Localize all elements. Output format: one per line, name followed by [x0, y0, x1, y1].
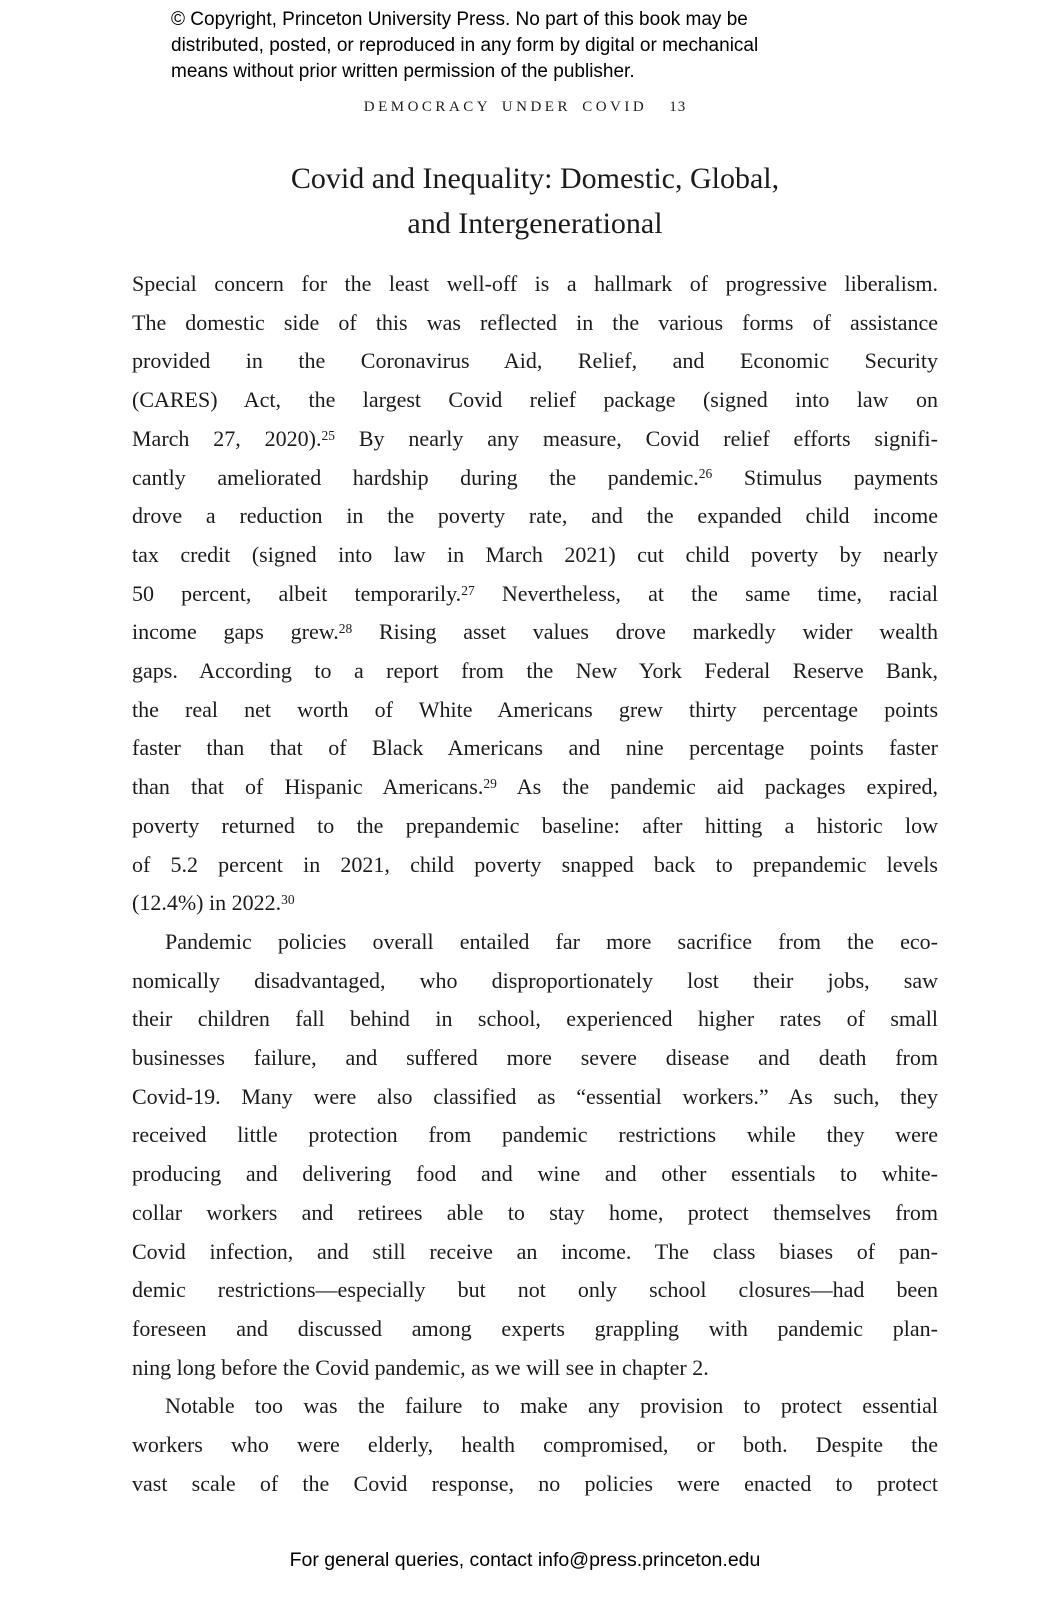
text-line	[132, 1155, 938, 1194]
text-segment: 50 percent, albeit temporarily.	[132, 580, 462, 606]
copyright-line: © Copyright, Princeton University Press. No part of this book may be	[171, 9, 748, 30]
text-segment: workers who were elderly, health compromised, or both. Despite the	[132, 1432, 938, 1458]
text-segment: Notable too was the failure to make any provision to protect essential	[165, 1393, 938, 1419]
text-segment: businesses failure, and suffered more severe disease and death from	[132, 1045, 938, 1071]
text-segment: provided in the Coronavirus Aid, Relief, and Economic Security	[132, 348, 938, 374]
text-line	[132, 1349, 938, 1388]
text-segment: ning long before the Covid pandemic, as we will see in chapter 2.	[132, 1354, 709, 1380]
text-line	[132, 613, 938, 652]
text-segment: The domestic side of this was reflected in the various forms of assistance	[132, 309, 938, 335]
text-segment: producing and delivering food and wine and other essentials to white-	[132, 1161, 938, 1187]
text-line	[132, 536, 938, 575]
text-segment: (CARES) Act, the largest Covid relief package (signed into law on	[132, 387, 938, 413]
text-segment: (12.4%) in 2022.	[132, 890, 282, 916]
text-segment: Nevertheless, at the same time, racial	[474, 580, 938, 606]
text-segment: nomically disadvantaged, who disproportionately lost their jobs, saw	[132, 967, 938, 993]
text-segment: received little protection from pandemic restrictions while they were	[132, 1122, 938, 1148]
text-segment: Special concern for the least well-off is a hallmark of progressive liberalism.	[132, 271, 938, 296]
text-line	[132, 420, 938, 459]
text-segment: foreseen and discussed among experts grappling with pandemic plan-	[132, 1315, 938, 1341]
paragraph	[132, 923, 938, 1387]
footer-contact: For general queries, contact info@press.princeton.edu	[289, 1549, 761, 1571]
copyright-line: distributed, posted, or reproduced in any form by digital or mechanical	[171, 35, 759, 56]
copyright-notice	[171, 7, 901, 85]
copyright-line: means without prior written permission of the publisher.	[171, 61, 635, 82]
text-segment: Rising asset values drove markedly wider wealth	[352, 619, 938, 645]
text-segment: Pandemic policies overall entailed far more sacrifice from the eco-	[165, 928, 938, 954]
footnote-ref: 25	[321, 427, 335, 443]
text-line	[132, 768, 938, 807]
text-line	[132, 1310, 938, 1349]
text-line	[132, 884, 938, 923]
text-line	[132, 497, 938, 536]
text-line	[132, 923, 938, 962]
text-segment: March 27, 2020).	[132, 425, 322, 451]
section-heading	[132, 156, 938, 246]
text-segment: tax credit (signed into law in March 2021) cut child poverty by nearly	[132, 541, 938, 567]
footnote-ref: 29	[483, 776, 497, 792]
text-line	[132, 807, 938, 846]
text-segment: of 5.2 percent in 2021, child poverty snapped back to prepandemic levels	[132, 851, 938, 877]
footnote-ref: 30	[281, 892, 295, 908]
text-segment: Covid-19. Many were also classified as “essential workers.” As such, they	[132, 1083, 938, 1109]
text-line	[132, 729, 938, 768]
text-line	[132, 1271, 938, 1310]
text-segment: demic restrictions—especially but not only school closures—had been	[132, 1277, 938, 1303]
text-line	[132, 459, 938, 498]
text-segment: cantly ameliorated hardship during the pandemic.	[132, 464, 699, 490]
text-line	[132, 381, 938, 420]
text-segment: Stimulus payments	[712, 464, 939, 490]
text-line	[132, 1039, 938, 1078]
body-text	[132, 265, 938, 1504]
text-segment: faster than that of Black Americans and nine percentage points faster	[132, 735, 938, 761]
text-line	[132, 1465, 938, 1504]
text-line	[132, 691, 938, 730]
text-segment: gaps. According to a report from the New York Federal Reserve Bank,	[132, 658, 938, 684]
text-line	[132, 265, 938, 304]
text-line	[132, 342, 938, 381]
paragraph	[132, 265, 938, 923]
text-segment: their children fall behind in school, experienced higher rates of small	[132, 1006, 938, 1032]
footnote-ref: 26	[698, 466, 713, 482]
text-line	[132, 1116, 938, 1155]
text-segment: the real net worth of White Americans grew thirty percentage points	[132, 696, 938, 722]
text-line	[132, 304, 938, 343]
text-segment: As the pandemic aid packages expired,	[496, 774, 938, 800]
paragraph	[132, 1387, 938, 1503]
running-head	[0, 99, 1050, 116]
section-heading-line: Covid and Inequality: Domestic, Global,	[290, 162, 780, 195]
text-line	[132, 1000, 938, 1039]
text-line	[132, 846, 938, 885]
text-segment: income gaps grew.	[132, 619, 339, 645]
section-heading-line: and Intergenerational	[407, 207, 663, 240]
text-segment: poverty returned to the prepandemic baseline: after hitting a historic low	[132, 812, 938, 838]
text-line	[132, 1426, 938, 1465]
text-segment: Covid infection, and still receive an income. The class biases of pan-	[132, 1238, 938, 1264]
page-number: 13	[669, 99, 687, 115]
text-line	[132, 1387, 938, 1426]
text-segment: By nearly any measure, Covid relief efforts signifi-	[335, 425, 938, 451]
footnote-ref: 27	[461, 582, 475, 598]
text-line	[132, 1194, 938, 1233]
text-line	[132, 575, 938, 614]
footnote-ref: 28	[338, 621, 353, 637]
text-line	[132, 1078, 938, 1117]
text-segment: drove a reduction in the poverty rate, and the expanded child income	[132, 503, 938, 529]
text-line	[132, 962, 938, 1001]
text-segment: collar workers and retirees able to stay home, protect themselves from	[132, 1199, 938, 1225]
text-segment: than that of Hispanic Americans.	[132, 774, 484, 800]
text-line	[132, 1233, 938, 1272]
text-line	[132, 652, 938, 691]
text-segment: vast scale of the Covid response, no policies were enacted to protect	[132, 1470, 938, 1496]
running-head-title: DEMOCRACY UNDER COVID	[363, 99, 648, 115]
